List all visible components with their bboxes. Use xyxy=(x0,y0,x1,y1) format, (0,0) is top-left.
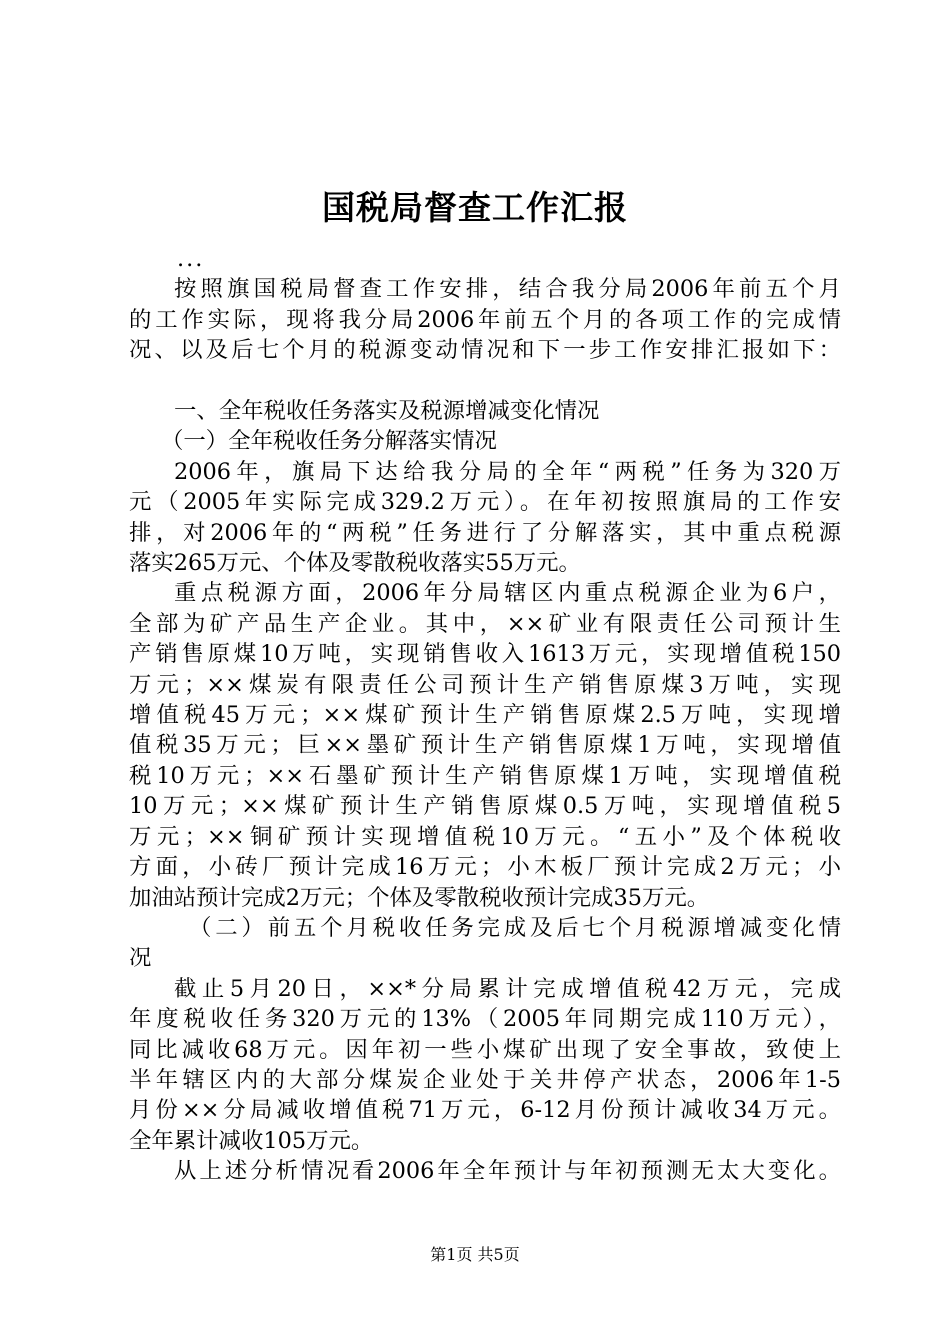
subsection-heading: （一）全年税收任务分解落实情况 xyxy=(161,428,497,455)
paragraph-line: 半年辖区内的大部分煤炭企业处于关井停产状态，2006年1-5 xyxy=(129,1066,841,1093)
paragraph-line: 税10万元；××石墨矿预计生产销售原煤1万吨，实现增值税 xyxy=(129,762,841,789)
paragraph-line: 的工作实际，现将我分局2006年前五个月的各项工作的完成情 xyxy=(129,306,841,333)
paragraph-line: 况、以及后七个月的税源变动情况和下一步工作安排汇报如下： xyxy=(129,337,841,364)
paragraph-line: 加油站预计完成2万元；个体及零散税收预计完成35万元。 xyxy=(129,884,710,911)
paragraph-line: 截止5月20日，××*分局累计完成增值税42万元，完成 xyxy=(174,975,841,1002)
paragraph-line: 10万元；××煤矿预计生产销售原煤0.5万吨，实现增值税5 xyxy=(129,793,841,820)
paragraph-line: 从上述分析情况看2006年全年预计与年初预测无太大变化。 xyxy=(174,1158,841,1185)
paragraph-line: 排，对2006年的“两税”任务进行了分解落实，其中重点税源 xyxy=(129,519,841,546)
paragraph-line: 月份××分局减收增值税71万元，6-12月份预计减收34万元。 xyxy=(129,1097,841,1124)
paragraph-line: 产销售原煤10万吨，实现销售收入1613万元，实现增值税150 xyxy=(129,641,841,668)
paragraph-line: 元（2005年实际完成329.2万元）。在年初按照旗局的工作安 xyxy=(129,489,841,516)
subsection-heading: （二）前五个月税收任务完成及后七个月税源增减变化情 xyxy=(189,914,841,941)
paragraph-line: 按照旗国税局督查工作安排，结合我分局2006年前五个月 xyxy=(174,276,841,303)
document-body xyxy=(129,244,841,1187)
paragraph-line: 方面，小砖厂预计完成16万元；小木板厂预计完成2万元；小 xyxy=(129,854,841,881)
paragraph-line: 增值税45万元；××煤矿预计生产销售原煤2.5万吨，实现增 xyxy=(129,702,841,729)
ellipsis-line: ... xyxy=(177,246,205,272)
paragraph-line: 全年累计减收105万元。 xyxy=(129,1127,374,1154)
paragraph-line: 落实265万元、个体及零散税收落实55万元。 xyxy=(129,550,581,577)
paragraph-line: 万元；××煤炭有限责任公司预计生产销售原煤3万吨，实现 xyxy=(129,671,841,698)
paragraph-line: 2006年，旗局下达给我分局的全年“两税”任务为320万 xyxy=(174,458,841,485)
paragraph-line: 重点税源方面，2006年分局辖区内重点税源企业为6户， xyxy=(174,580,841,607)
blank-line xyxy=(129,366,841,396)
paragraph-line: 值税35万元；巨××墨矿预计生产销售原煤1万吨，实现增值 xyxy=(129,732,841,759)
subsection-heading-cont: 况 xyxy=(129,945,152,972)
paragraph-line: 同比减收68万元。因年初一些小煤矿出现了安全事故，致使上 xyxy=(129,1036,841,1063)
paragraph-line: 万元；××铜矿预计实现增值税10万元。“五小”及个体税收 xyxy=(129,823,841,850)
paragraph-line: 全部为矿产品生产企业。其中，××矿业有限责任公司预计生 xyxy=(129,610,841,637)
paragraph-line: 年度税收任务320万元的13%（2005年同期完成110万元）， xyxy=(129,1006,841,1033)
section-heading: 一、全年税收任务落实及税源增减变化情况 xyxy=(174,398,600,425)
document-title: 国税局督查工作汇报 xyxy=(322,188,628,227)
page-number: 第1页 共5页 xyxy=(430,1245,520,1264)
